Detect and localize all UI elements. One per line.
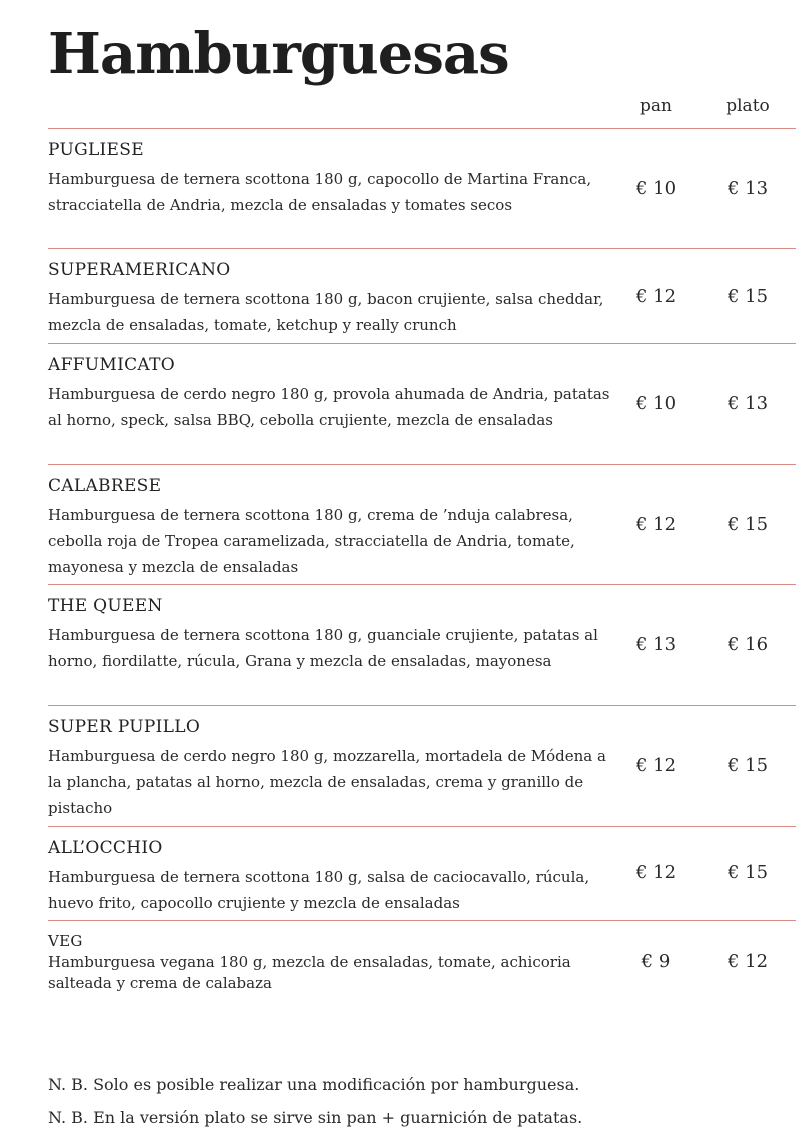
- price-plato: € 13: [727, 178, 769, 199]
- price-pan: € 12: [635, 514, 677, 535]
- divider: [48, 705, 796, 706]
- divider: [48, 464, 796, 465]
- price-pan: € 10: [635, 178, 677, 199]
- item-description: Hamburguesa de ternera scottona 180 g, guanciale crujiente, patatas al horno, fiordilatte, rúcula, Grana y mezcla de ensaladas, mayonesa: [48, 626, 598, 670]
- price-plato: € 12: [727, 951, 769, 972]
- price-plato: € 15: [727, 755, 769, 776]
- item-name: SUPER PUPILLO: [48, 717, 201, 737]
- price-plato: € 16: [727, 634, 769, 655]
- divider: [48, 584, 796, 585]
- price-pan: € 12: [635, 286, 677, 307]
- item-description: Hamburguesa de ternera scottona 180 g, crema de ’nduja calabresa, cebolla roja de Tropea caramelizada, stracciatella de Andria, tomate, mayonesa y mezcla de ensaladas: [48, 506, 575, 576]
- item-name: AFFUMICATO: [48, 355, 175, 375]
- item-name: CALABRESE: [48, 476, 162, 496]
- item-description: Hamburguesa de ternera scottona 180 g, bacon crujiente, salsa cheddar, mezcla de ensaladas, tomate, ketchup y really crunch: [48, 290, 604, 334]
- item-description: Hamburguesa de cerdo negro 180 g, provola ahumada de Andria, patatas al horno, speck, salsa BBQ, cebolla crujiente, mezcla de ensaladas: [48, 385, 610, 429]
- item-name: SUPERAMERICANO: [48, 260, 231, 280]
- price-pan: € 13: [635, 634, 677, 655]
- column-header-plato: plato: [726, 96, 770, 116]
- divider: [48, 343, 796, 344]
- price-pan: € 12: [635, 862, 677, 883]
- item-name: PUGLIESE: [48, 140, 144, 160]
- item-name: ALL’OCCHIO: [48, 838, 163, 858]
- price-plato: € 15: [727, 514, 769, 535]
- item-description: Hamburguesa vegana 180 g, mezcla de ensaladas, tomate, achicoria salteada y crema de calabaza: [48, 953, 571, 992]
- column-header-pan: pan: [640, 96, 672, 116]
- item-name: VEG: [48, 932, 83, 950]
- divider: [48, 826, 796, 827]
- item-name: THE QUEEN: [48, 596, 163, 616]
- item-description: Hamburguesa de cerdo negro 180 g, mozzarella, mortadela de Módena a la plancha, patatas al horno, mezcla de ensaladas, crema y granillo de pistacho: [48, 747, 606, 817]
- price-plato: € 13: [727, 393, 769, 414]
- price-plato: € 15: [727, 862, 769, 883]
- page-title: Hamburguesas: [48, 21, 509, 87]
- divider: [48, 248, 796, 249]
- price-plato: € 15: [727, 286, 769, 307]
- item-description: Hamburguesa de ternera scottona 180 g, salsa de caciocavallo, rúcula, huevo frito, capocollo crujiente y mezcla de ensaladas: [48, 868, 590, 912]
- footnote: N. B. En la versión plato se sirve sin pan + guarnición de patatas.: [48, 1108, 583, 1127]
- price-pan: € 9: [641, 951, 671, 972]
- price-pan: € 10: [635, 393, 677, 414]
- price-pan: € 12: [635, 755, 677, 776]
- divider: [48, 920, 796, 921]
- divider: [48, 128, 796, 129]
- item-description: Hamburguesa de ternera scottona 180 g, capocollo de Martina Franca, stracciatella de Andria, mezcla de ensaladas y tomates secos: [48, 170, 592, 214]
- footnote: N. B. Solo es posible realizar una modificación por hamburguesa.: [48, 1075, 580, 1094]
